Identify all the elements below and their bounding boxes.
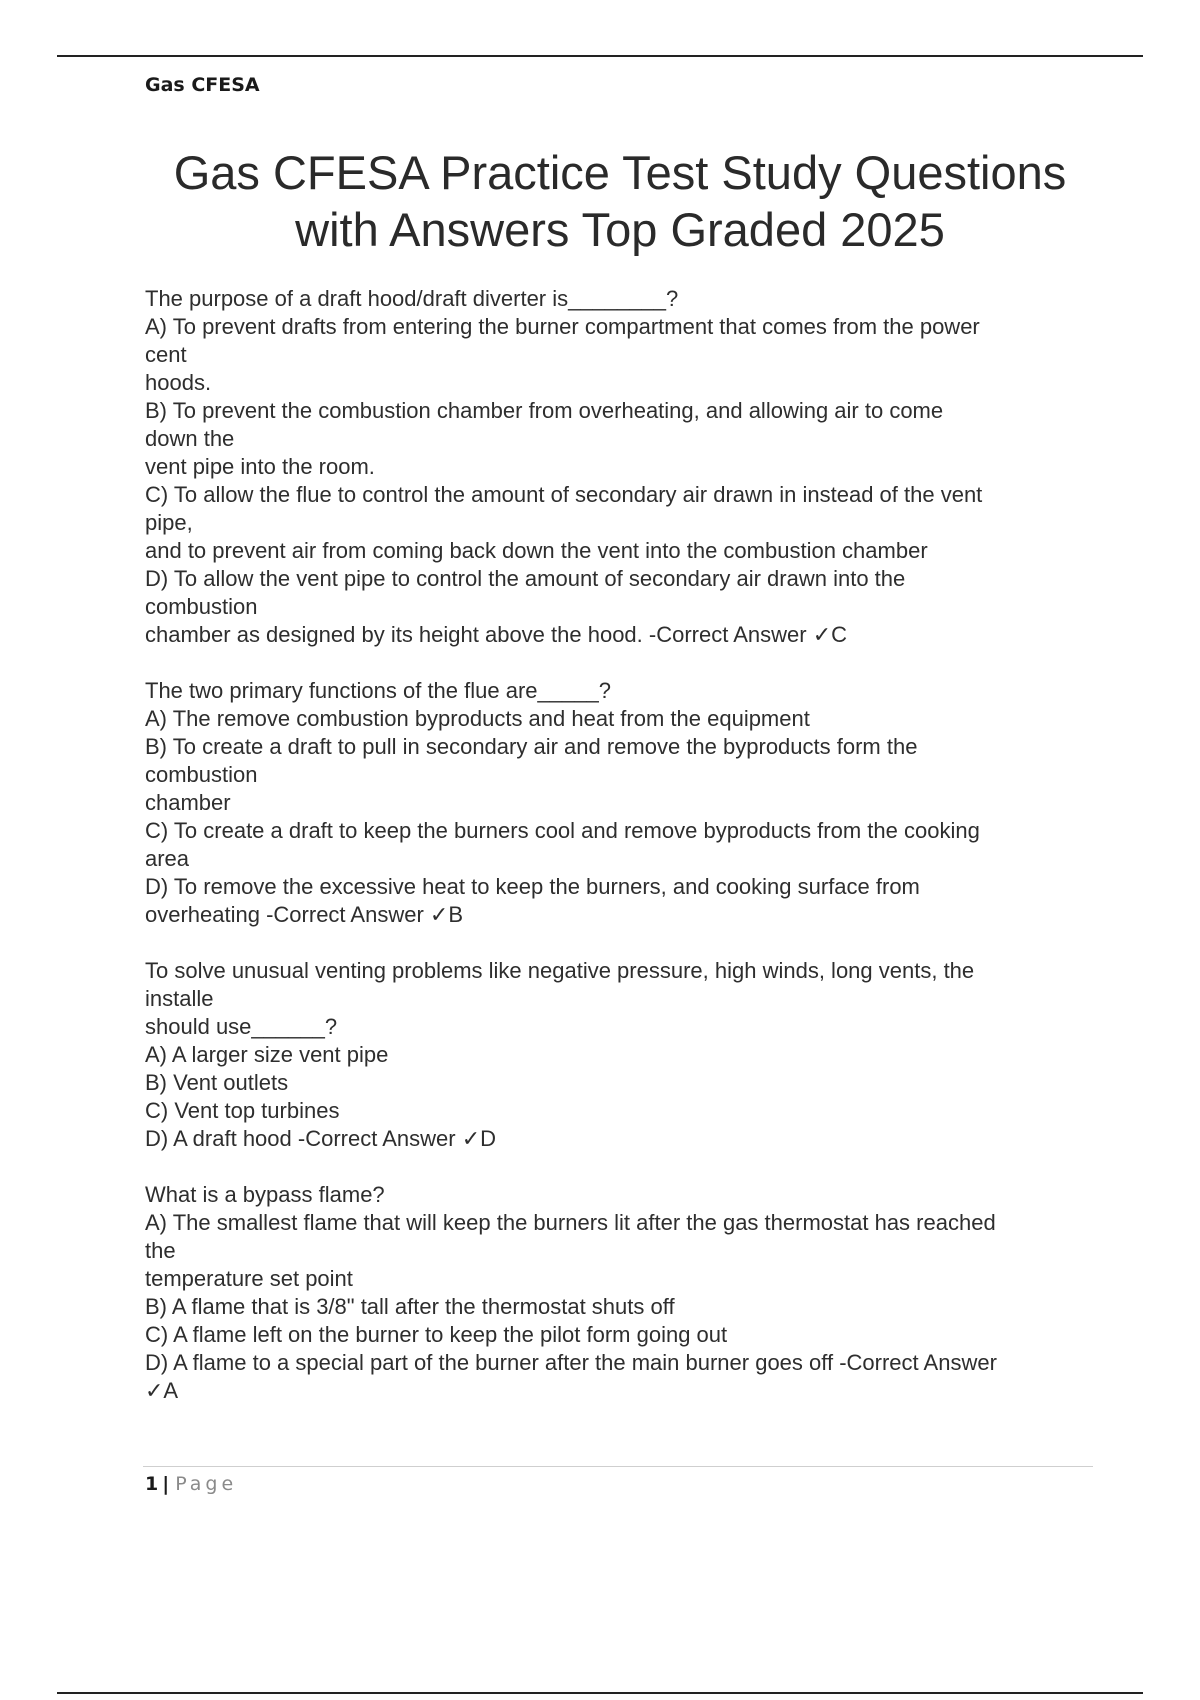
question-line: combustion (145, 594, 258, 619)
question-line: cent (145, 342, 187, 367)
question-line: B) Vent outlets (145, 1070, 289, 1095)
question-block (145, 957, 1095, 1153)
bottom-rule (57, 1692, 1143, 1694)
question-line: A) The remove combustion byproducts and heat from the equipment (145, 706, 810, 731)
question-line: overheating -Correct Answer ✓B (145, 902, 464, 927)
question-line: A) The smallest flame that will keep the burners lit after the gas thermostat has reached (145, 1210, 996, 1235)
question-line: ✓A (145, 1378, 179, 1403)
question-line: D) To remove the excessive heat to keep the burners, and cooking surface from (145, 874, 920, 899)
question-text: To solve unusual venting problems like negative pressure, high winds, long vents, the (145, 958, 975, 983)
page-word: Page (175, 1473, 238, 1495)
footer-rule (143, 1466, 1093, 1467)
question-line: hoods. (145, 370, 212, 395)
document-title-line-1: Gas CFESA Practice Test Study Questions (173, 146, 1067, 199)
question-block (145, 677, 1095, 929)
question-line: chamber (145, 790, 231, 815)
question-block (145, 1181, 1095, 1405)
page-separator: | (162, 1473, 170, 1495)
running-header: Gas CFESA (145, 74, 260, 96)
question-line: and to prevent air from coming back down the vent into the combustion chamber (145, 538, 928, 563)
question-line: combustion (145, 762, 258, 787)
question-line: C) To create a draft to keep the burners cool and remove byproducts from the cooking (145, 818, 980, 843)
document-title-line-2: with Answers Top Graded 2025 (295, 203, 945, 256)
question-line: D) A flame to a special part of the burner after the main burner goes off -Correct Answer (145, 1350, 997, 1375)
question-line: B) To create a draft to pull in secondary air and remove the byproducts form the (145, 734, 918, 759)
question-line: chamber as designed by its height above the hood. -Correct Answer ✓C (145, 622, 848, 647)
question-line: should use______? (145, 1014, 338, 1039)
question-text: The purpose of a draft hood/draft diverter is________? (145, 286, 679, 311)
question-line: B) To prevent the combustion chamber from overheating, and allowing air to come (145, 398, 944, 423)
question-line: pipe, (145, 510, 193, 535)
question-text: What is a bypass flame? (145, 1182, 385, 1207)
page-footer (145, 1473, 237, 1495)
question-line: D) To allow the vent pipe to control the amount of secondary air drawn into the (145, 566, 906, 591)
question-line: D) A draft hood -Correct Answer ✓D (145, 1126, 497, 1151)
document-title (100, 144, 1140, 258)
question-block (145, 285, 1095, 649)
question-line: C) To allow the flue to control the amount of secondary air drawn in instead of the vent (145, 482, 983, 507)
question-text: The two primary functions of the flue are_____? (145, 678, 611, 703)
question-line: B) A flame that is 3/8" tall after the thermostat shuts off (145, 1294, 675, 1319)
question-line: installe (145, 986, 214, 1011)
question-list (145, 285, 1095, 1433)
top-rule (57, 55, 1143, 57)
page-number: 1 (145, 1473, 159, 1495)
question-line: C) A flame left on the burner to keep the pilot form going out (145, 1322, 728, 1347)
question-line: vent pipe into the room. (145, 454, 375, 479)
question-line: down the (145, 426, 235, 451)
question-line: area (145, 846, 190, 871)
question-line: the (145, 1238, 176, 1263)
question-line: A) A larger size vent pipe (145, 1042, 389, 1067)
question-line: C) Vent top turbines (145, 1098, 340, 1123)
question-line: A) To prevent drafts from entering the burner compartment that comes from the power (145, 314, 980, 339)
question-line: temperature set point (145, 1266, 353, 1291)
